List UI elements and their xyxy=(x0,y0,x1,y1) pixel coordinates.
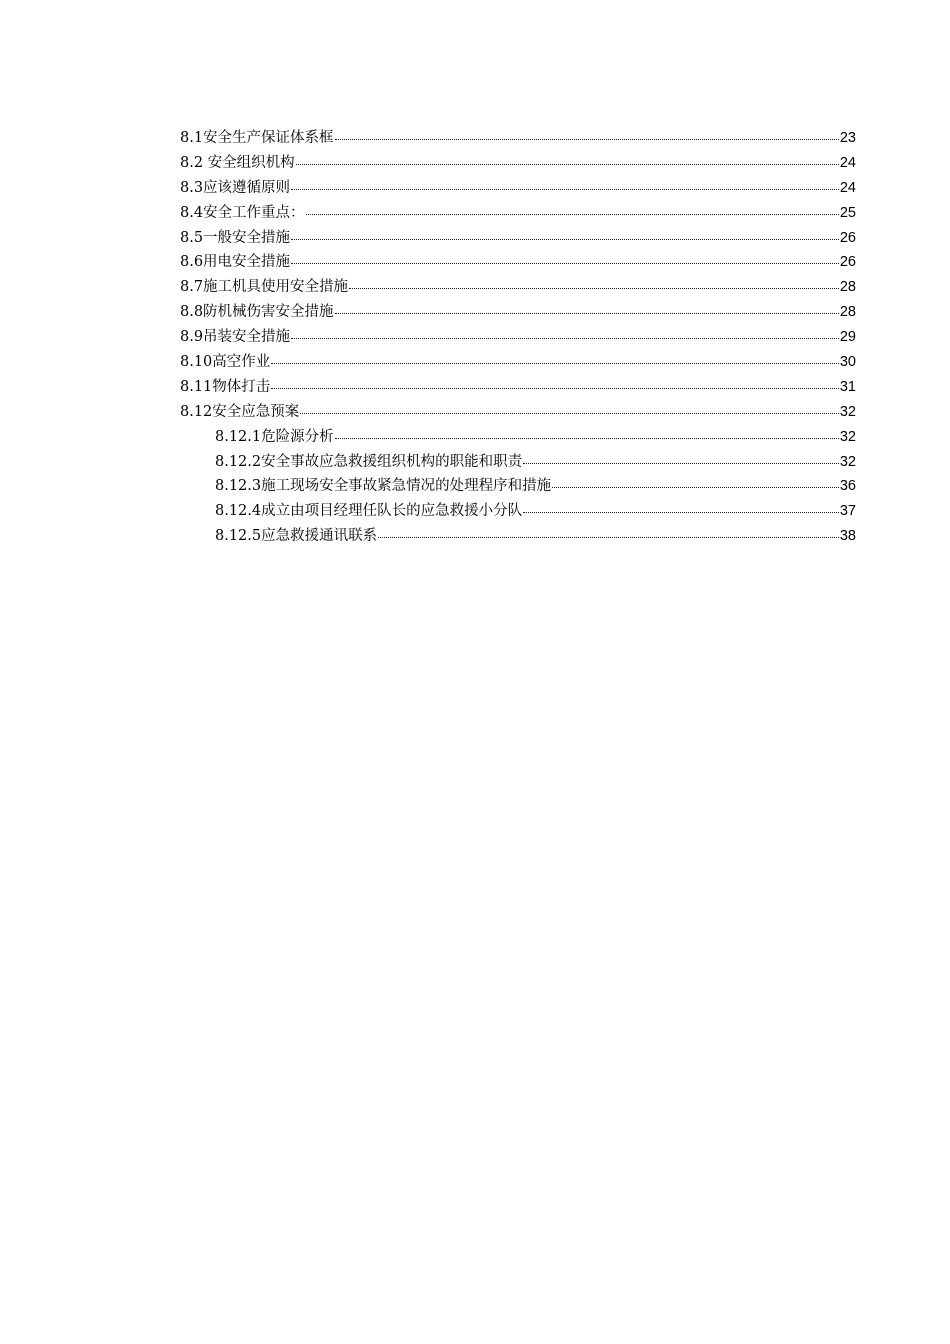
toc-dot-leader xyxy=(291,227,839,242)
toc-entry[interactable] xyxy=(180,201,856,226)
toc-entry[interactable] xyxy=(180,325,856,350)
toc-entry[interactable] xyxy=(180,151,856,176)
toc-subentry[interactable] xyxy=(180,474,856,499)
toc-entry-title: 8.6用电安全措施 xyxy=(180,254,291,271)
toc-entry-page: 28 xyxy=(839,304,856,321)
toc-entry-page: 32 xyxy=(839,403,856,420)
toc-entry-title: 8.12.4成立由项目经理任队长的应急救援小分队 xyxy=(215,503,523,520)
toc-dot-leader xyxy=(335,128,839,143)
toc-entry-title: 8.12.3施工现场安全事故紧急情况的处理程序和措施 xyxy=(215,478,552,495)
toc-entry-page: 24 xyxy=(839,179,856,196)
toc-entry-page: 26 xyxy=(839,229,856,246)
toc-subentry[interactable] xyxy=(180,450,856,475)
toc-entry-title: 8.12.1危险源分析 xyxy=(215,428,334,445)
toc-entry-page: 32 xyxy=(839,453,856,470)
toc-dot-leader xyxy=(271,376,839,391)
toc-entry-title: 8.2 安全组织机构 xyxy=(180,154,295,171)
toc-entry[interactable] xyxy=(180,275,856,300)
toc-entry[interactable] xyxy=(180,400,856,425)
toc-entry-page: 30 xyxy=(839,354,856,371)
toc-entry-page: 36 xyxy=(839,478,856,495)
toc-entry-title: 8.4安全工作重点： xyxy=(180,204,305,221)
toc-entry[interactable] xyxy=(180,350,856,375)
toc-entry-page: 37 xyxy=(839,503,856,520)
table-of-contents xyxy=(180,126,856,549)
toc-entry-page: 38 xyxy=(839,528,856,545)
toc-entry[interactable] xyxy=(180,250,856,275)
toc-entry-title: 8.3应该遵循原则 xyxy=(180,179,291,196)
toc-subentry[interactable] xyxy=(180,524,856,549)
toc-entry-title: 8.11物体打击 xyxy=(180,378,271,395)
toc-dot-leader xyxy=(291,177,839,192)
toc-entry-title: 8.5一般安全措施 xyxy=(180,229,291,246)
toc-entry-page: 32 xyxy=(839,428,856,445)
toc-entry-title: 8.8防机械伤害安全措施 xyxy=(180,304,334,321)
toc-dot-leader xyxy=(523,501,839,516)
toc-entry-title: 8.12.2安全事故应急救援组织机构的职能和职责 xyxy=(215,453,523,470)
toc-entry-page: 28 xyxy=(839,279,856,296)
toc-entry[interactable] xyxy=(180,126,856,151)
toc-dot-leader xyxy=(300,401,839,416)
toc-dot-leader xyxy=(552,476,839,491)
toc-entry-page: 25 xyxy=(839,204,856,221)
toc-entry-page: 24 xyxy=(839,154,856,171)
toc-subentry[interactable] xyxy=(180,499,856,524)
toc-dot-leader xyxy=(335,426,839,441)
toc-entry-title: 8.12安全应急预案 xyxy=(180,403,300,420)
toc-entry-page: 26 xyxy=(839,254,856,271)
toc-dot-leader xyxy=(378,526,839,541)
toc-dot-leader xyxy=(296,152,839,167)
toc-dot-leader xyxy=(291,327,839,342)
toc-entry[interactable] xyxy=(180,226,856,251)
toc-entry-page: 29 xyxy=(839,329,856,346)
toc-entry[interactable] xyxy=(180,176,856,201)
toc-dot-leader xyxy=(271,352,839,367)
toc-entry-title: 8.1安全生产保证体系框 xyxy=(180,130,334,146)
toc-dot-leader xyxy=(291,252,839,267)
toc-dot-leader xyxy=(523,451,839,466)
toc-entry-title: 8.12.5应急救援通讯联系 xyxy=(215,528,378,545)
toc-dot-leader xyxy=(335,302,839,317)
toc-entry-title: 8.10高空作业 xyxy=(180,354,271,371)
toc-entry-page: 23 xyxy=(839,130,856,146)
toc-entry-title: 8.9吊装安全措施 xyxy=(180,329,291,346)
toc-dot-leader xyxy=(306,202,839,217)
toc-dot-leader xyxy=(349,277,839,292)
toc-entry-page: 31 xyxy=(839,378,856,395)
toc-entry[interactable] xyxy=(180,375,856,400)
toc-subentry[interactable] xyxy=(180,425,856,450)
toc-entry-title: 8.7施工机具使用安全措施 xyxy=(180,279,349,296)
toc-entry[interactable] xyxy=(180,300,856,325)
